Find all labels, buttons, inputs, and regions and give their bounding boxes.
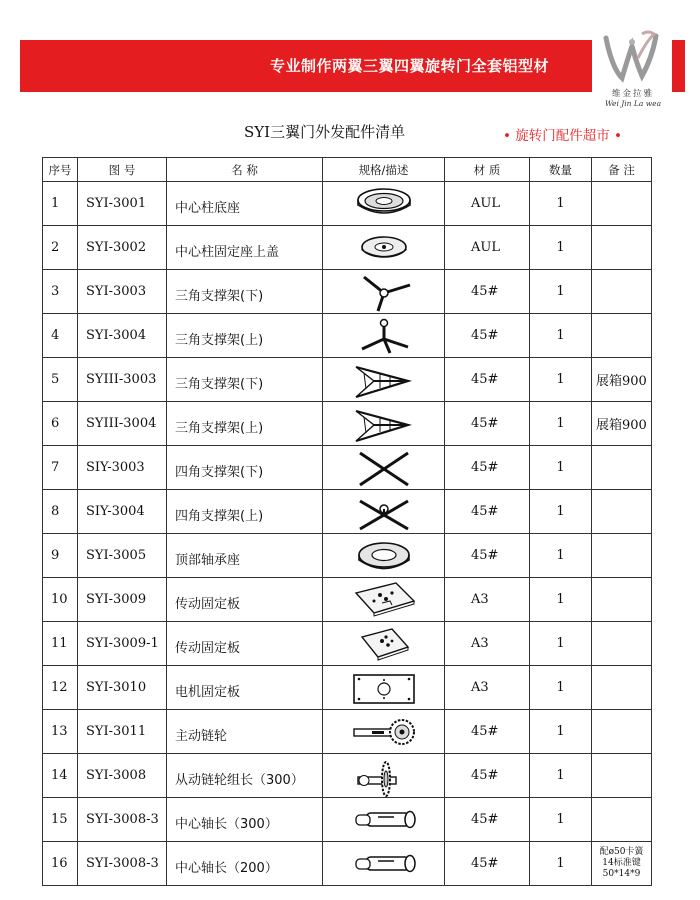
drive-plate-small-icon — [334, 623, 434, 665]
cell-no: 2 — [43, 226, 78, 270]
cell-note — [592, 578, 652, 622]
note-line: 50*14*9 — [602, 869, 641, 879]
cell-no: 15 — [43, 798, 78, 842]
cell-no: 8 — [43, 490, 78, 534]
drive-plate-icon — [334, 579, 434, 621]
center-shaft-icon — [334, 843, 434, 885]
bearing-seat-icon — [334, 535, 434, 577]
cell-material: A3 — [445, 666, 530, 710]
driven-sprocket-icon — [334, 755, 434, 797]
cell-code: SYI-3010 — [78, 666, 167, 710]
cell-name: 中心轴长（300） — [167, 798, 323, 842]
cell-qty: 1 — [530, 622, 592, 666]
cell-qty: 1 — [530, 226, 592, 270]
cell-material: 45# — [445, 534, 530, 578]
cell-note — [592, 490, 652, 534]
cell-material: A3 — [445, 622, 530, 666]
cell-no: 16 — [43, 842, 78, 886]
cell-qty: 1 — [530, 710, 592, 754]
cell-code: SYI-3008-3 — [78, 842, 167, 886]
logo-mark-icon — [602, 28, 662, 86]
cross-bracket-hub-icon — [334, 491, 434, 533]
cell-spec — [323, 490, 445, 534]
table-header-row — [43, 158, 652, 182]
cell-material: 45# — [445, 798, 530, 842]
cell-code: SIY-3004 — [78, 490, 167, 534]
cell-code: SYI-3004 — [78, 314, 167, 358]
tri-truss-icon — [334, 403, 434, 445]
table-row — [43, 490, 652, 534]
table-row — [43, 226, 652, 270]
cell-spec — [323, 710, 445, 754]
cell-note — [592, 270, 652, 314]
cell-qty: 1 — [530, 578, 592, 622]
cell-name: 中心轴长（200） — [167, 842, 323, 886]
cell-name: 主动链轮 — [167, 710, 323, 754]
cell-qty: 1 — [530, 402, 592, 446]
cell-code: SYI-3011 — [78, 710, 167, 754]
cell-note — [592, 534, 652, 578]
cell-code: SIY-3003 — [78, 446, 167, 490]
cell-qty: 1 — [530, 182, 592, 226]
cell-spec — [323, 534, 445, 578]
cell-name: 传动固定板 — [167, 622, 323, 666]
header-no: 序号 — [43, 158, 78, 182]
note-line: 配ø50卡簧 — [599, 847, 644, 857]
cell-no: 10 — [43, 578, 78, 622]
drive-sprocket-icon — [334, 711, 434, 753]
cell-code: SYI-3003 — [78, 270, 167, 314]
parts-table — [42, 157, 652, 886]
table-row — [43, 666, 652, 710]
cell-no: 13 — [43, 710, 78, 754]
note-line: 14标准键 — [602, 858, 641, 868]
cell-name: 四角支撑架(下) — [167, 446, 323, 490]
header-banner — [20, 40, 685, 92]
table-row — [43, 710, 652, 754]
cell-material: 45# — [445, 358, 530, 402]
cell-no: 11 — [43, 622, 78, 666]
cell-code: SYI-3002 — [78, 226, 167, 270]
cell-note — [592, 842, 652, 886]
cell-name: 三角支撑架(上) — [167, 314, 323, 358]
base-seat-icon — [334, 183, 434, 225]
table-row — [43, 578, 652, 622]
cross-bracket-icon — [334, 447, 434, 489]
cell-note — [592, 754, 652, 798]
cell-no: 3 — [43, 270, 78, 314]
cell-spec — [323, 446, 445, 490]
cell-spec — [323, 314, 445, 358]
header-name: 名 称 — [167, 158, 323, 182]
header-spec: 规格/描述 — [323, 158, 445, 182]
cell-spec — [323, 270, 445, 314]
parts-table-body — [43, 182, 652, 886]
cell-material: A3 — [445, 578, 530, 622]
tri-bracket-upper-icon — [334, 315, 434, 357]
cell-spec — [323, 754, 445, 798]
cell-material: 45# — [445, 270, 530, 314]
cell-material: 45# — [445, 446, 530, 490]
cell-spec — [323, 182, 445, 226]
cell-spec — [323, 842, 445, 886]
cell-name: 从动链轮组长（300） — [167, 754, 323, 798]
cell-code: SYI-3008-3 — [78, 798, 167, 842]
cell-material: AUL — [445, 226, 530, 270]
cell-note — [592, 622, 652, 666]
cell-spec — [323, 622, 445, 666]
cell-spec — [323, 226, 445, 270]
cell-no: 14 — [43, 754, 78, 798]
cell-no: 9 — [43, 534, 78, 578]
cell-note — [592, 314, 652, 358]
cell-qty: 1 — [530, 270, 592, 314]
cell-material: 45# — [445, 490, 530, 534]
table-row — [43, 798, 652, 842]
cell-material: 45# — [445, 710, 530, 754]
logo-chinese-name: 维金拉雅 — [611, 89, 654, 99]
cell-spec — [323, 402, 445, 446]
cell-note — [592, 226, 652, 270]
cell-name: 三角支撑架(下) — [167, 358, 323, 402]
cell-qty: 1 — [530, 754, 592, 798]
table-row — [43, 622, 652, 666]
cell-no: 5 — [43, 358, 78, 402]
cell-qty: 1 — [530, 358, 592, 402]
cell-qty: 1 — [530, 314, 592, 358]
cell-note — [592, 798, 652, 842]
cell-material: 45# — [445, 314, 530, 358]
table-row — [43, 446, 652, 490]
table-row — [43, 402, 652, 446]
cell-qty: 1 — [530, 842, 592, 886]
cell-name: 四角支撑架(上) — [167, 490, 323, 534]
motor-plate-icon — [334, 667, 434, 709]
table-row — [43, 358, 652, 402]
table-row — [43, 182, 652, 226]
center-shaft-icon — [334, 799, 434, 841]
cell-note — [592, 182, 652, 226]
cell-code: SYI-3009-1 — [78, 622, 167, 666]
cell-material: 45# — [445, 402, 530, 446]
cell-spec — [323, 666, 445, 710]
cell-code: SYI-3001 — [78, 182, 167, 226]
cell-spec — [323, 358, 445, 402]
header-qty: 数量 — [530, 158, 592, 182]
cell-qty: 1 — [530, 798, 592, 842]
cell-code: SYIII-3003 — [78, 358, 167, 402]
cell-note — [592, 446, 652, 490]
cell-name: 顶部轴承座 — [167, 534, 323, 578]
cell-spec — [323, 798, 445, 842]
table-row — [43, 842, 652, 886]
cell-qty: 1 — [530, 490, 592, 534]
cell-qty: 1 — [530, 446, 592, 490]
banner-slogan: 专业制作两翼三翼四翼旋转门全套铝型材 — [270, 57, 550, 75]
cell-material: 45# — [445, 754, 530, 798]
tri-truss-icon — [334, 359, 434, 401]
table-row — [43, 314, 652, 358]
cell-spec — [323, 578, 445, 622]
brand-logo — [592, 26, 672, 110]
document-subtitle: • 旋转门配件超市 • — [503, 128, 623, 144]
cell-code: SYIII-3004 — [78, 402, 167, 446]
cell-name: 电机固定板 — [167, 666, 323, 710]
header-note: 备 注 — [592, 158, 652, 182]
table-row — [43, 754, 652, 798]
cell-name: 三角支撑架(下) — [167, 270, 323, 314]
cell-material: 45# — [445, 842, 530, 886]
cell-no: 1 — [43, 182, 78, 226]
cell-note — [592, 710, 652, 754]
cell-note: 展箱900 — [592, 358, 652, 402]
tri-bracket-icon — [334, 271, 434, 313]
cell-note: 展箱900 — [592, 402, 652, 446]
cell-no: 12 — [43, 666, 78, 710]
table-row — [43, 534, 652, 578]
cell-no: 7 — [43, 446, 78, 490]
cell-no: 4 — [43, 314, 78, 358]
cover-disc-icon — [334, 227, 434, 269]
cell-name: 三角支撑架(上) — [167, 402, 323, 446]
document-title: SYI三翼门外发配件清单 — [244, 123, 406, 141]
cell-name: 中心柱固定座上盖 — [167, 226, 323, 270]
cell-qty: 1 — [530, 534, 592, 578]
cell-note — [592, 666, 652, 710]
logo-english-name: Wei Jin La wea — [604, 99, 662, 108]
cell-qty: 1 — [530, 666, 592, 710]
cell-material: AUL — [445, 182, 530, 226]
cell-code: SYI-3008 — [78, 754, 167, 798]
table-row — [43, 270, 652, 314]
cell-name: 中心柱底座 — [167, 182, 323, 226]
cell-name: 传动固定板 — [167, 578, 323, 622]
header-material: 材 质 — [445, 158, 530, 182]
cell-no: 6 — [43, 402, 78, 446]
cell-code: SYI-3009 — [78, 578, 167, 622]
header-code: 图 号 — [78, 158, 167, 182]
cell-code: SYI-3005 — [78, 534, 167, 578]
